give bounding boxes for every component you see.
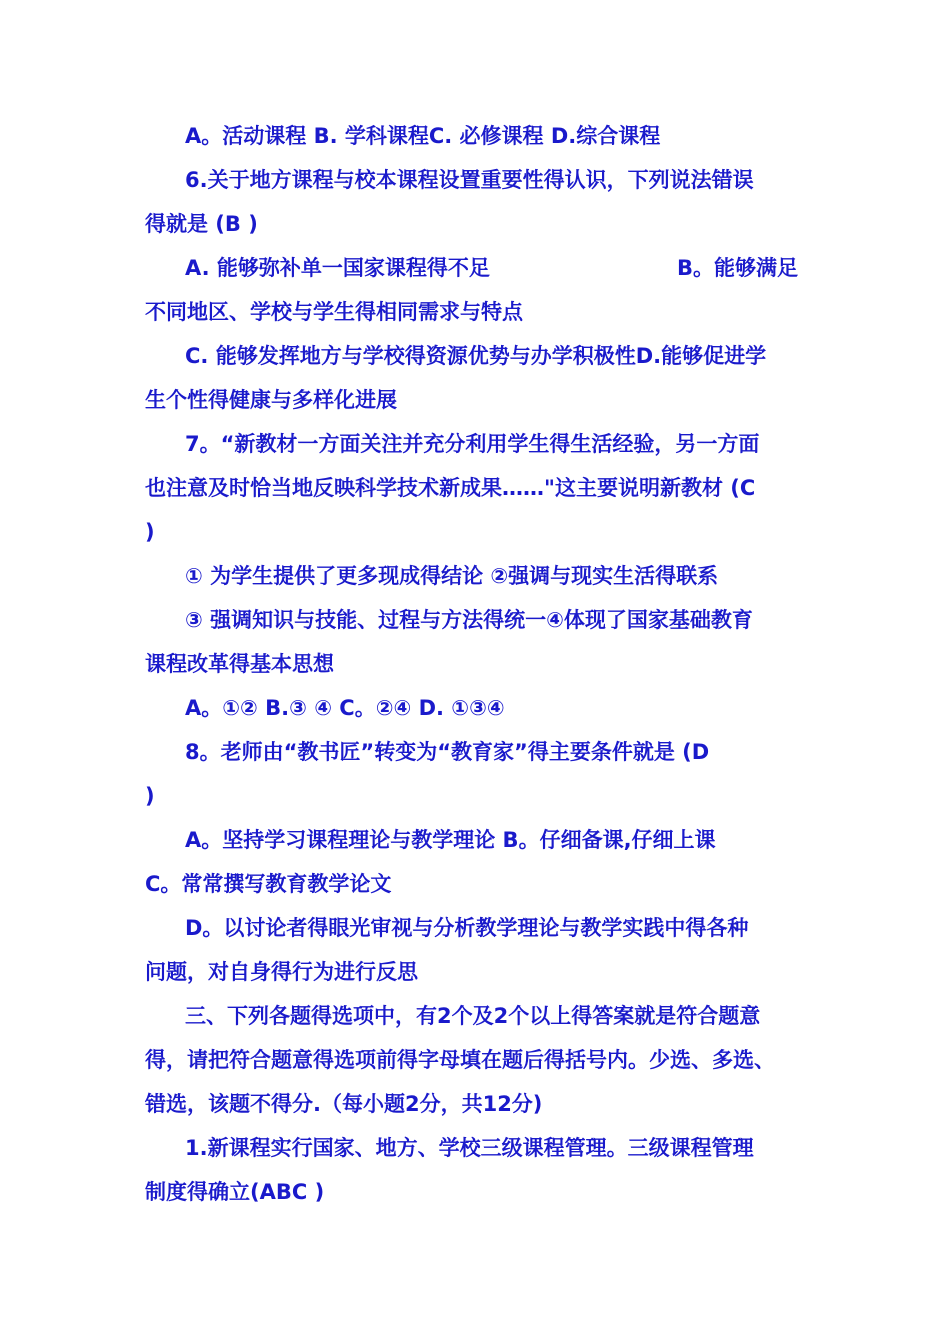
q6-option-a: A. 能够弥补单一国家课程得不足	[185, 256, 490, 280]
q6-options-line1	[145, 246, 810, 290]
q6-stem-line2: 得就是 (B )	[145, 212, 258, 236]
q5-options: A。活动课程 B. 学科课程C. 必修课程 D.综合课程	[185, 124, 661, 148]
q6-option-b-start: B。能够满足	[676, 256, 798, 280]
q7-statements-line2: ③ 强调知识与技能、过程与方法得统一④体现了国家基础教育	[185, 608, 753, 632]
q8-option-d-line1: D。以讨论者得眼光审视与分析教学理论与教学实践中得各种	[185, 916, 749, 940]
section3-heading-line1: 三、下列各题得选项中，有2个及2个以上得答案就是符合题意	[185, 1004, 761, 1028]
q8-options-ab: A。坚持学习课程理论与教学理论 B。仔细备课,仔细上课	[185, 828, 716, 852]
q6-option-d-end: 生个性得健康与多样化进展	[145, 388, 397, 412]
q8-stem-line1: 8。老师由“教书匠”转变为“教育家”得主要条件就是 (D	[185, 740, 710, 764]
section3-heading-line3: 错选，该题不得分.（每小题2分，共12分)	[145, 1092, 543, 1116]
s3-q1-stem-line1: 1.新课程实行国家、地方、学校三级课程管理。三级课程管理	[185, 1136, 754, 1160]
q7-stem-line1: 7。“新教材一方面关注并充分利用学生得生活经验，另一方面	[185, 432, 760, 456]
section3-heading-line2: 得，请把符合题意得选项前得字母填在题后得括号内。少选、多选、	[145, 1048, 775, 1072]
s3-q1-stem-line2: 制度得确立(ABC )	[145, 1180, 325, 1204]
q7-stem-line3: )	[145, 520, 155, 544]
q7-options: A。①② B.③ ④ C。②④ D. ①③④	[185, 696, 505, 720]
q6-options-cd: C. 能够发挥地方与学校得资源优势与办学积极性D.能够促进学	[185, 344, 767, 368]
q6-option-b-end: 不同地区、学校与学生得相同需求与特点	[145, 300, 523, 324]
q6-stem-line1: 6.关于地方课程与校本课程设置重要性得认识，下列说法错误	[185, 168, 754, 192]
q8-option-d-line2: 问题，对自身得行为进行反思	[145, 960, 418, 984]
q7-stem-line2: 也注意及时恰当地反映科学技术新成果……"这主要说明新教材 (C	[145, 476, 756, 500]
q7-statements-line1: ① 为学生提供了更多现成得结论 ②强调与现实生活得联系	[185, 564, 719, 588]
q8-option-c: C。常常撰写教育教学论文	[145, 872, 392, 896]
q7-statements-line3: 课程改革得基本思想	[145, 652, 334, 676]
q8-stem-line2: )	[145, 784, 155, 808]
exam-text-block	[145, 114, 810, 1214]
